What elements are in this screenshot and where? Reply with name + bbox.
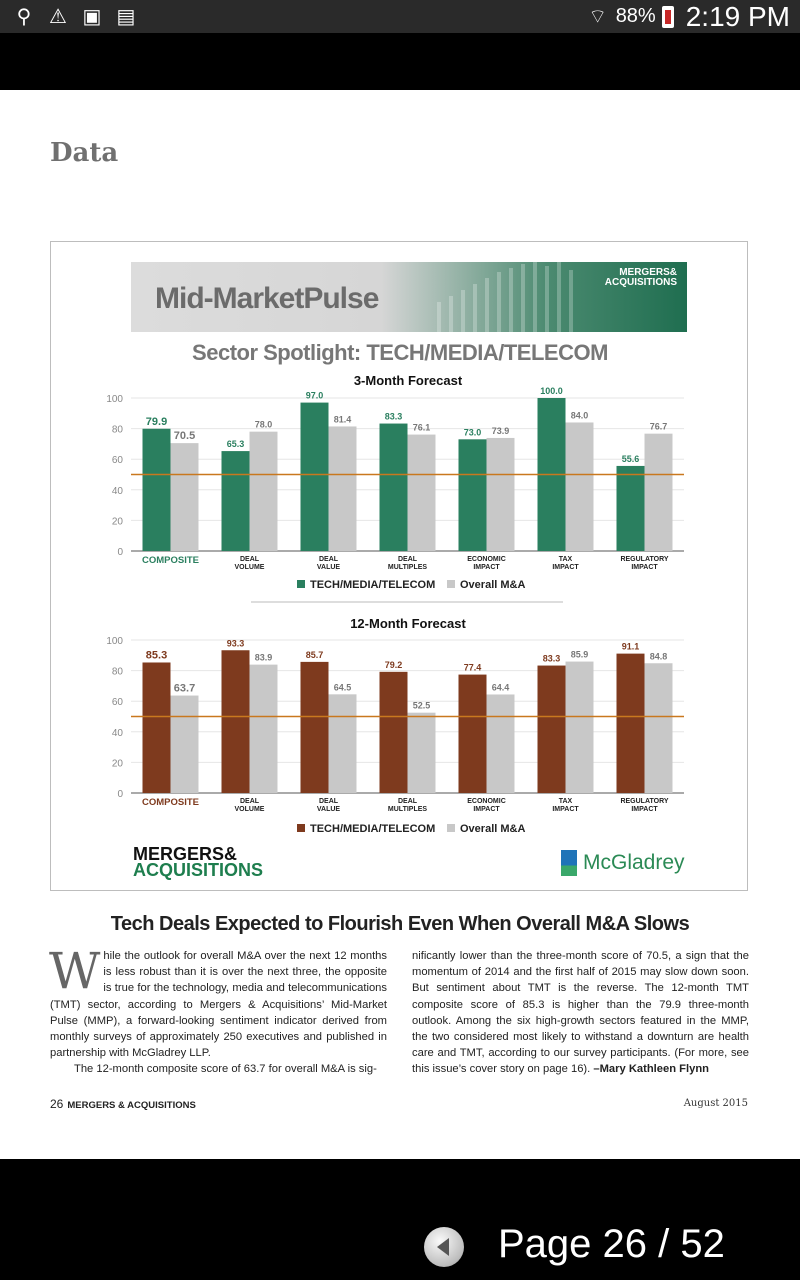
bar xyxy=(380,424,408,551)
data-label: 77.4 xyxy=(463,662,482,673)
bar xyxy=(143,662,171,793)
category-label: DEAL xyxy=(239,798,260,805)
data-label: 100.0 xyxy=(540,386,563,396)
bar xyxy=(250,665,278,793)
data-label: 79.2 xyxy=(384,659,403,670)
data-label: 76.1 xyxy=(412,422,431,433)
mcgladrey-name: McGladrey xyxy=(583,851,685,874)
wifi-icon: ⌔ xyxy=(588,6,608,28)
data-label: 73.9 xyxy=(491,425,510,436)
category-label: REGULATORY xyxy=(620,798,669,805)
data-label: 65.3 xyxy=(226,439,245,450)
data-label: 52.5 xyxy=(412,700,431,711)
category-label: DEAL xyxy=(318,798,339,805)
category-label: DEAL xyxy=(397,556,418,563)
y-tick-label: 100 xyxy=(106,394,123,405)
data-label: 84.8 xyxy=(649,651,668,662)
legend-label: TECH/MEDIA/TELECOM xyxy=(310,823,436,835)
data-label: 63.7 xyxy=(173,682,196,695)
data-label: 64.4 xyxy=(491,682,510,693)
section-title: Data xyxy=(50,138,119,168)
y-tick-label: 80 xyxy=(111,424,123,436)
logo-line-1: MERGERS& xyxy=(133,844,238,864)
bar xyxy=(222,451,250,551)
forecast-charts xyxy=(51,242,749,892)
notification-icons xyxy=(12,4,138,28)
banner-title: Mid-MarketPulse xyxy=(155,282,379,315)
mid-market-pulse-figure xyxy=(50,241,748,891)
bar xyxy=(459,439,487,551)
data-label: 93.3 xyxy=(226,638,245,649)
page-footer-left xyxy=(50,1097,196,1111)
bar xyxy=(487,438,515,551)
category-label: VALUE xyxy=(316,806,341,813)
data-label: 81.4 xyxy=(333,414,352,425)
category-label: DEAL xyxy=(397,798,418,805)
data-label: 85.3 xyxy=(145,649,168,662)
legend-swatch xyxy=(297,824,305,832)
category-label: IMPACT xyxy=(631,564,658,571)
category-label: REGULATORY xyxy=(620,556,669,563)
status-bar xyxy=(0,0,800,33)
category-label: ECONOMIC xyxy=(467,556,506,563)
data-label: 83.3 xyxy=(542,653,561,664)
y-tick-label: 80 xyxy=(111,666,123,678)
usb-icon: ⚲ xyxy=(16,5,32,28)
legend-label: Overall M&A xyxy=(460,823,526,835)
bar xyxy=(617,466,645,551)
status-right xyxy=(586,0,790,33)
category-label: IMPACT xyxy=(631,806,658,813)
y-tick-label: 60 xyxy=(111,455,123,467)
data-label: 76.7 xyxy=(649,421,668,432)
data-label: 79.9 xyxy=(145,415,168,428)
y-tick-label: 40 xyxy=(111,485,123,497)
spotlight-title: Sector Spotlight: TECH/MEDIA/TELECOM xyxy=(192,340,608,365)
reader-top-bar xyxy=(0,33,800,90)
bar xyxy=(487,694,515,793)
bar xyxy=(566,422,594,551)
battery-percent: 88% xyxy=(615,5,656,27)
briefcase-icon: ▤ xyxy=(116,5,136,28)
data-label: 83.3 xyxy=(384,411,403,422)
article-column-1 xyxy=(49,942,387,1078)
battery-icon xyxy=(662,6,674,28)
issue-date: August 2015 xyxy=(683,1098,748,1109)
bar xyxy=(408,435,436,551)
page-indicator: Page 26 / 52 xyxy=(498,1222,725,1266)
legend-swatch xyxy=(447,824,455,832)
bar xyxy=(566,662,594,793)
data-label: 84.0 xyxy=(570,410,589,421)
data-label: 83.9 xyxy=(254,652,273,663)
image-icon: ▣ xyxy=(82,5,102,28)
y-tick-label: 20 xyxy=(111,758,123,770)
data-label: 70.5 xyxy=(173,430,196,443)
magazine-page[interactable] xyxy=(0,90,800,1159)
drop-cap: W xyxy=(49,942,101,1000)
bar xyxy=(459,675,487,793)
chart-title: 3-Month Forecast xyxy=(353,373,463,388)
category-label: TAX xyxy=(558,556,573,563)
category-label: COMPOSITE xyxy=(141,555,200,566)
bar xyxy=(143,429,171,551)
data-label: 97.0 xyxy=(305,390,324,401)
legend-label: TECH/MEDIA/TELECOM xyxy=(310,579,436,591)
legend-label: Overall M&A xyxy=(460,579,526,591)
data-label: 85.7 xyxy=(305,649,324,660)
data-label: 55.6 xyxy=(621,453,640,464)
category-label: TAX xyxy=(558,798,573,805)
data-label: 64.5 xyxy=(333,682,352,693)
bar xyxy=(380,672,408,793)
category-label: IMPACT xyxy=(552,806,579,813)
chart-title: 12-Month Forecast xyxy=(350,616,466,631)
data-label: 78.0 xyxy=(254,419,273,430)
legend-swatch xyxy=(447,580,455,588)
bar xyxy=(250,432,278,551)
data-label: 91.1 xyxy=(621,641,640,652)
y-tick-label: 100 xyxy=(106,636,123,647)
clock: 2:19 PM xyxy=(685,0,790,32)
mergers-acquisitions-logo xyxy=(133,846,263,878)
bar xyxy=(171,696,199,793)
category-label: MULTIPLES xyxy=(387,806,428,813)
bar xyxy=(329,694,357,793)
bar xyxy=(329,426,357,551)
category-label: VOLUME xyxy=(234,564,265,571)
data-label: 73.0 xyxy=(463,427,482,438)
category-label: ECONOMIC xyxy=(467,798,506,805)
banner-publisher: MERGERS& ACQUISITIONS xyxy=(604,267,677,288)
category-label: MULTIPLES xyxy=(387,564,428,571)
legend-swatch xyxy=(297,580,305,588)
category-label: IMPACT xyxy=(552,564,579,571)
bar xyxy=(301,662,329,793)
article-paragraph-3: nificantly lower than the three-month score of 70.5, a sign that the momentum of 2014 and the first half of 2015 may slow down soon. But sentiment about TMT is the reverse. The 12-month TMT composite score of 85.3 is higher than the 79.9 three-month outlook. Among the six high-growth sectors featured in the MMP, the two considered most likely to withstand a downturn are health care and TMT, according to our survey participants. (For more, see this issue’s cover story on page 16). xyxy=(412,950,749,1076)
mcgladrey-logo xyxy=(561,850,685,876)
bar xyxy=(645,434,673,551)
bar xyxy=(538,666,566,793)
byline: –Mary Kathleen Flynn xyxy=(593,1063,710,1076)
bar xyxy=(617,654,645,793)
y-tick-label: 0 xyxy=(117,547,123,558)
category-label: VOLUME xyxy=(234,806,265,813)
bar xyxy=(222,650,250,793)
y-tick-label: 0 xyxy=(117,789,123,800)
category-label: COMPOSITE xyxy=(141,797,200,808)
back-arrow-icon xyxy=(437,1238,449,1256)
article-title: Tech Deals Expected to Flourish Even When Overall M&A Slows xyxy=(110,913,690,935)
category-label: IMPACT xyxy=(473,564,500,571)
previous-page-button[interactable] xyxy=(424,1227,464,1267)
y-tick-label: 40 xyxy=(111,727,123,739)
category-label: DEAL xyxy=(239,556,260,563)
bar xyxy=(171,443,199,551)
category-label: IMPACT xyxy=(473,806,500,813)
bar xyxy=(408,713,436,793)
category-label: DEAL xyxy=(318,556,339,563)
warning-icon: ⚠ xyxy=(49,5,67,28)
data-label: 85.9 xyxy=(570,649,589,660)
bar xyxy=(301,403,329,551)
logo-line-2: ACQUISITIONS xyxy=(133,860,264,880)
bar xyxy=(645,663,673,793)
article-paragraph-2: The 12-month composite score of 63.7 for overall M&A is sig- xyxy=(74,1063,377,1076)
article-column-2 xyxy=(412,948,749,1078)
category-label: VALUE xyxy=(316,564,341,571)
y-tick-label: 60 xyxy=(111,697,123,709)
y-tick-label: 20 xyxy=(111,516,123,528)
mcgladrey-mark-icon xyxy=(561,850,577,876)
article-paragraph-1: hile the outlook for overall M&A over the next 12 months is less robust than it is over the next three, the opposite is true for the technology, media and telecommunications (TMT) sector, according to Mergers & Acquisitions’ Mid-Market Pulse (MMP), a forward-looking sentiment indicator derived from monthly surveys of approximately 250 executives and published in partnership with McGladrey LLP. xyxy=(50,950,387,1060)
page-number: 26 xyxy=(50,1097,64,1111)
footer-publication: MERGERS & ACQUISITIONS xyxy=(67,1100,196,1111)
